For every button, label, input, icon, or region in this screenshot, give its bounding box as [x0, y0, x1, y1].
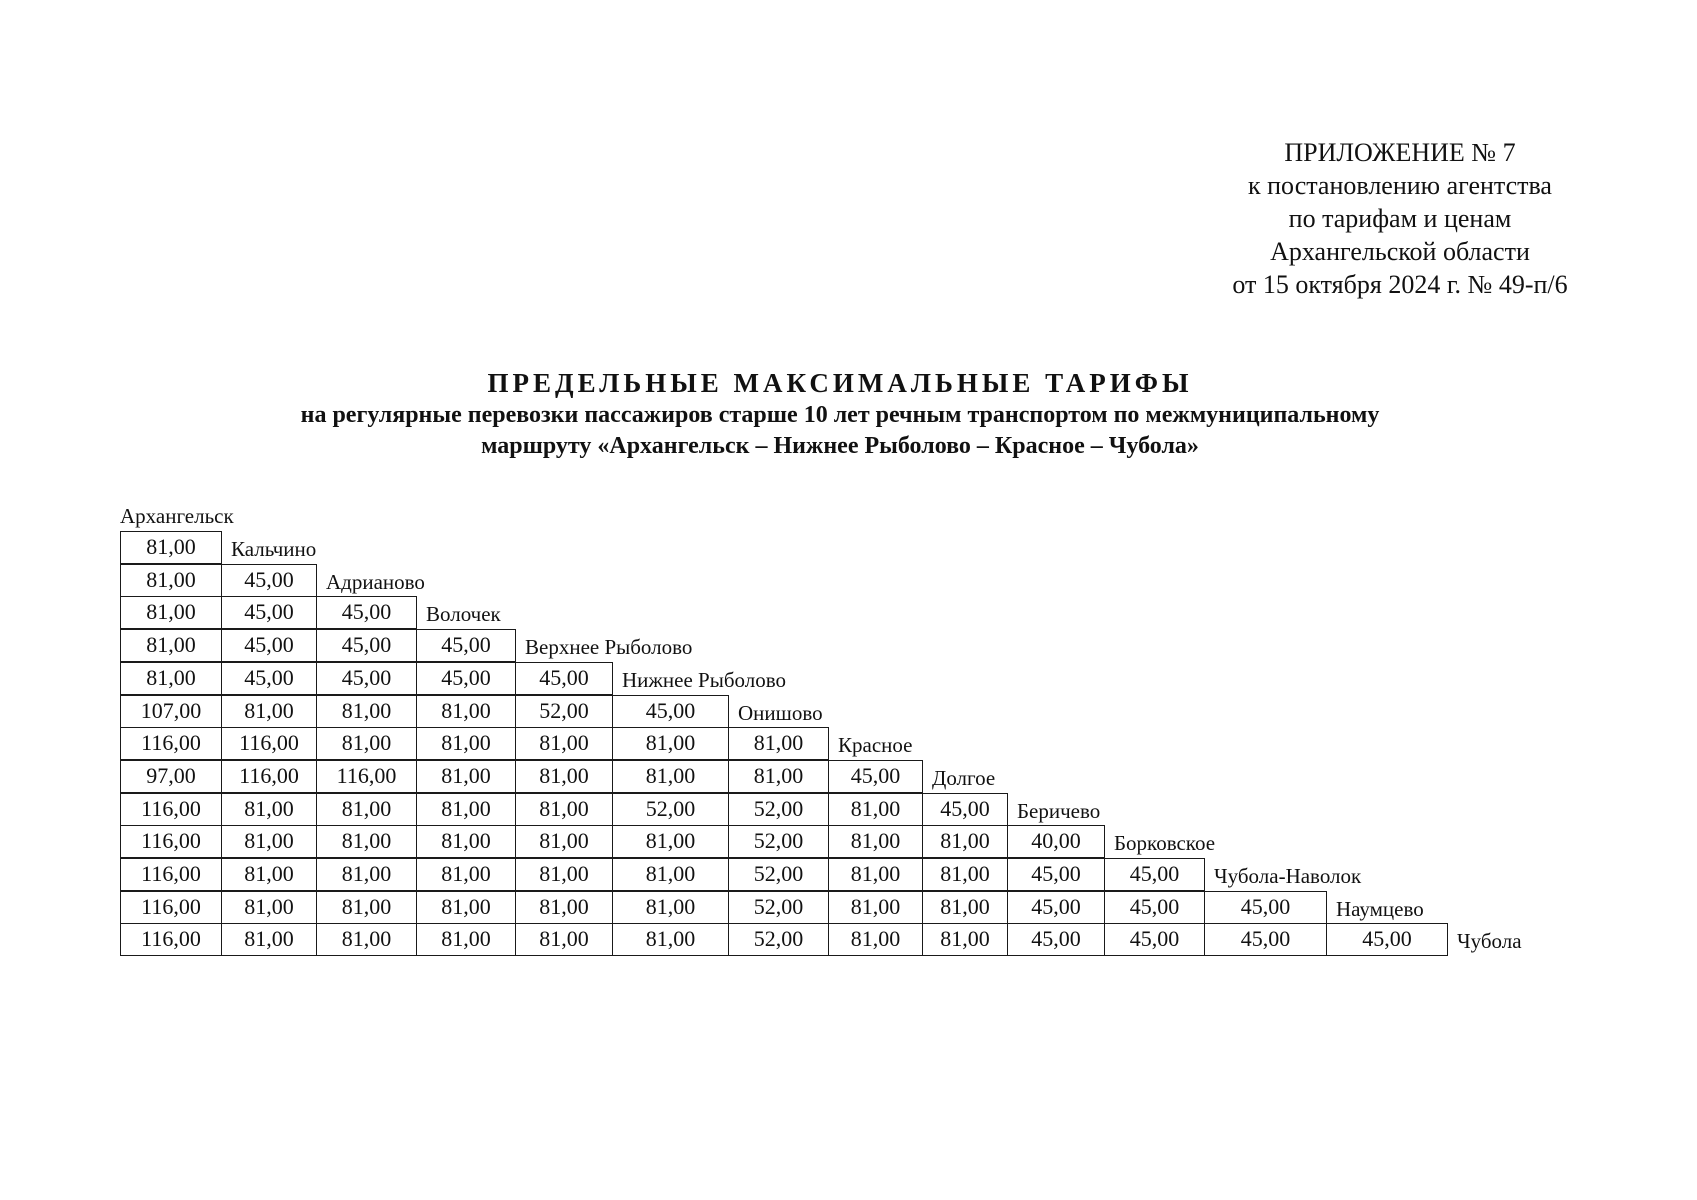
fare-cell: 45,00 — [515, 662, 613, 695]
fare-cell: 45,00 — [316, 596, 417, 629]
fare-cell: 81,00 — [828, 825, 923, 858]
fare-cell: 81,00 — [515, 760, 613, 793]
stop-label: Долгое — [932, 765, 996, 790]
fare-cell: 81,00 — [316, 923, 417, 956]
fare-cell: 81,00 — [612, 760, 729, 793]
fare-cell: 81,00 — [515, 891, 613, 924]
fare-cell: 45,00 — [221, 629, 317, 662]
fare-cell: 81,00 — [612, 727, 729, 760]
fare-cell: 45,00 — [416, 662, 516, 695]
fare-cell: 45,00 — [316, 629, 417, 662]
stop-label: Беричево — [1017, 798, 1101, 823]
fare-cell: 81,00 — [120, 662, 222, 695]
fare-cell: 45,00 — [221, 662, 317, 695]
fare-cell: 81,00 — [316, 727, 417, 760]
stop-label: Чубола — [1457, 929, 1522, 954]
fare-cell: 45,00 — [922, 793, 1008, 826]
stop-label: Архангельск — [120, 504, 234, 529]
fare-cell: 45,00 — [1007, 858, 1105, 891]
fare-cell: 116,00 — [120, 923, 222, 956]
fare-cell: 45,00 — [1204, 891, 1327, 924]
fare-cell: 107,00 — [120, 695, 222, 728]
fare-cell: 81,00 — [221, 891, 317, 924]
fare-cell: 116,00 — [120, 793, 222, 826]
fare-cell: 52,00 — [728, 825, 829, 858]
document-subtitle-line-1: на регулярные перевозки пассажиров старше 10 лет речным транспортом по межмуниципальному — [300, 402, 1380, 428]
fare-cell: 81,00 — [416, 793, 516, 826]
fare-cell: 81,00 — [416, 695, 516, 728]
fare-cell: 116,00 — [316, 760, 417, 793]
fare-cell: 81,00 — [612, 891, 729, 924]
fare-cell: 45,00 — [1104, 891, 1205, 924]
stop-label: Волочек — [426, 602, 501, 627]
fare-cell: 81,00 — [221, 825, 317, 858]
fare-cell: 81,00 — [120, 629, 222, 662]
stop-label: Нижнее Рыболово — [622, 667, 786, 692]
fare-cell: 45,00 — [1104, 858, 1205, 891]
fare-cell: 81,00 — [316, 858, 417, 891]
stop-label: Кальчино — [231, 537, 317, 561]
fare-cell: 45,00 — [221, 596, 317, 629]
fare-cell: 45,00 — [221, 564, 317, 597]
fare-cell: 45,00 — [612, 695, 729, 728]
fare-cell: 52,00 — [612, 793, 729, 826]
stop-label: Красное — [838, 733, 913, 758]
stop-label: Адрианово — [326, 569, 425, 594]
stop-label: Чубола-Наволок — [1214, 864, 1362, 888]
fare-cell: 81,00 — [728, 760, 829, 793]
fare-cell: 45,00 — [416, 629, 516, 662]
fare-cell: 81,00 — [612, 923, 729, 956]
fare-cell: 81,00 — [221, 695, 317, 728]
fare-cell: 45,00 — [1104, 923, 1205, 956]
fare-cell: 116,00 — [221, 760, 317, 793]
fare-cell: 81,00 — [221, 793, 317, 826]
fare-cell: 81,00 — [515, 858, 613, 891]
fare-cell: 81,00 — [416, 727, 516, 760]
fare-cell: 116,00 — [120, 858, 222, 891]
fare-cell: 116,00 — [120, 891, 222, 924]
stop-label: Верхнее Рыболово — [525, 635, 693, 660]
fare-cell: 52,00 — [728, 891, 829, 924]
appendix-ref-line-1: к постановлению агентства — [1248, 171, 1552, 200]
fare-cell: 52,00 — [728, 793, 829, 826]
fare-cell: 81,00 — [922, 923, 1008, 956]
fare-cell: 81,00 — [416, 825, 516, 858]
fare-cell: 81,00 — [515, 825, 613, 858]
fare-cell: 81,00 — [416, 923, 516, 956]
fare-cell: 81,00 — [416, 760, 516, 793]
fare-cell: 81,00 — [120, 531, 222, 564]
appendix-ref-line-3: Архангельской области — [1270, 237, 1530, 266]
fare-cell: 81,00 — [316, 891, 417, 924]
appendix-date: от 15 октября 2024 г. № 49-п/6 — [1232, 270, 1568, 299]
fare-cell: 81,00 — [922, 825, 1008, 858]
document-title: ПРЕДЕЛЬНЫЕ МАКСИМАЛЬНЫЕ ТАРИФЫ — [487, 368, 1193, 398]
fare-cell: 81,00 — [316, 793, 417, 826]
fare-cell: 81,00 — [922, 891, 1008, 924]
fare-cell: 45,00 — [1204, 923, 1327, 956]
fare-cell: 81,00 — [416, 858, 516, 891]
fare-cell: 45,00 — [1007, 923, 1105, 956]
fare-cell: 81,00 — [316, 695, 417, 728]
stop-label: Онишово — [738, 700, 823, 725]
fare-cell: 81,00 — [316, 825, 417, 858]
fare-cell: 116,00 — [221, 727, 317, 760]
fare-cell: 81,00 — [120, 564, 222, 597]
fare-cell: 52,00 — [515, 695, 613, 728]
fare-cell: 81,00 — [612, 825, 729, 858]
fare-cell: 52,00 — [728, 858, 829, 891]
appendix-ref-line-2: по тарифам и ценам — [1288, 204, 1512, 233]
fare-cell: 81,00 — [828, 923, 923, 956]
fare-cell: 81,00 — [221, 858, 317, 891]
fare-cell: 52,00 — [728, 923, 829, 956]
fare-cell: 81,00 — [221, 923, 317, 956]
fare-cell: 81,00 — [515, 727, 613, 760]
fare-cell: 81,00 — [120, 596, 222, 629]
fare-cell: 45,00 — [316, 662, 417, 695]
fare-cell: 40,00 — [1007, 825, 1105, 858]
fare-cell: 81,00 — [515, 793, 613, 826]
fare-cell: 81,00 — [922, 858, 1008, 891]
stop-label: Наумцево — [1336, 896, 1424, 921]
fare-cell: 116,00 — [120, 727, 222, 760]
document-subtitle-line-2: маршруту «Архангельск – Нижнее Рыболово – Красное – Чубола» — [481, 433, 1199, 459]
appendix-number: ПРИЛОЖЕНИЕ № 7 — [1284, 138, 1516, 167]
fare-cell: 116,00 — [120, 825, 222, 858]
fare-cell: 97,00 — [120, 760, 222, 793]
fare-cell: 45,00 — [1007, 891, 1105, 924]
fare-cell: 81,00 — [416, 891, 516, 924]
fare-cell: 81,00 — [728, 727, 829, 760]
fare-cell: 45,00 — [828, 760, 923, 793]
fare-cell: 45,00 — [1326, 923, 1448, 956]
fare-cell: 81,00 — [515, 923, 613, 956]
fare-cell: 81,00 — [828, 793, 923, 826]
fare-cell: 81,00 — [828, 891, 923, 924]
fare-cell: 81,00 — [612, 858, 729, 891]
stop-label: Борковское — [1114, 831, 1216, 856]
fare-cell: 81,00 — [828, 858, 923, 891]
